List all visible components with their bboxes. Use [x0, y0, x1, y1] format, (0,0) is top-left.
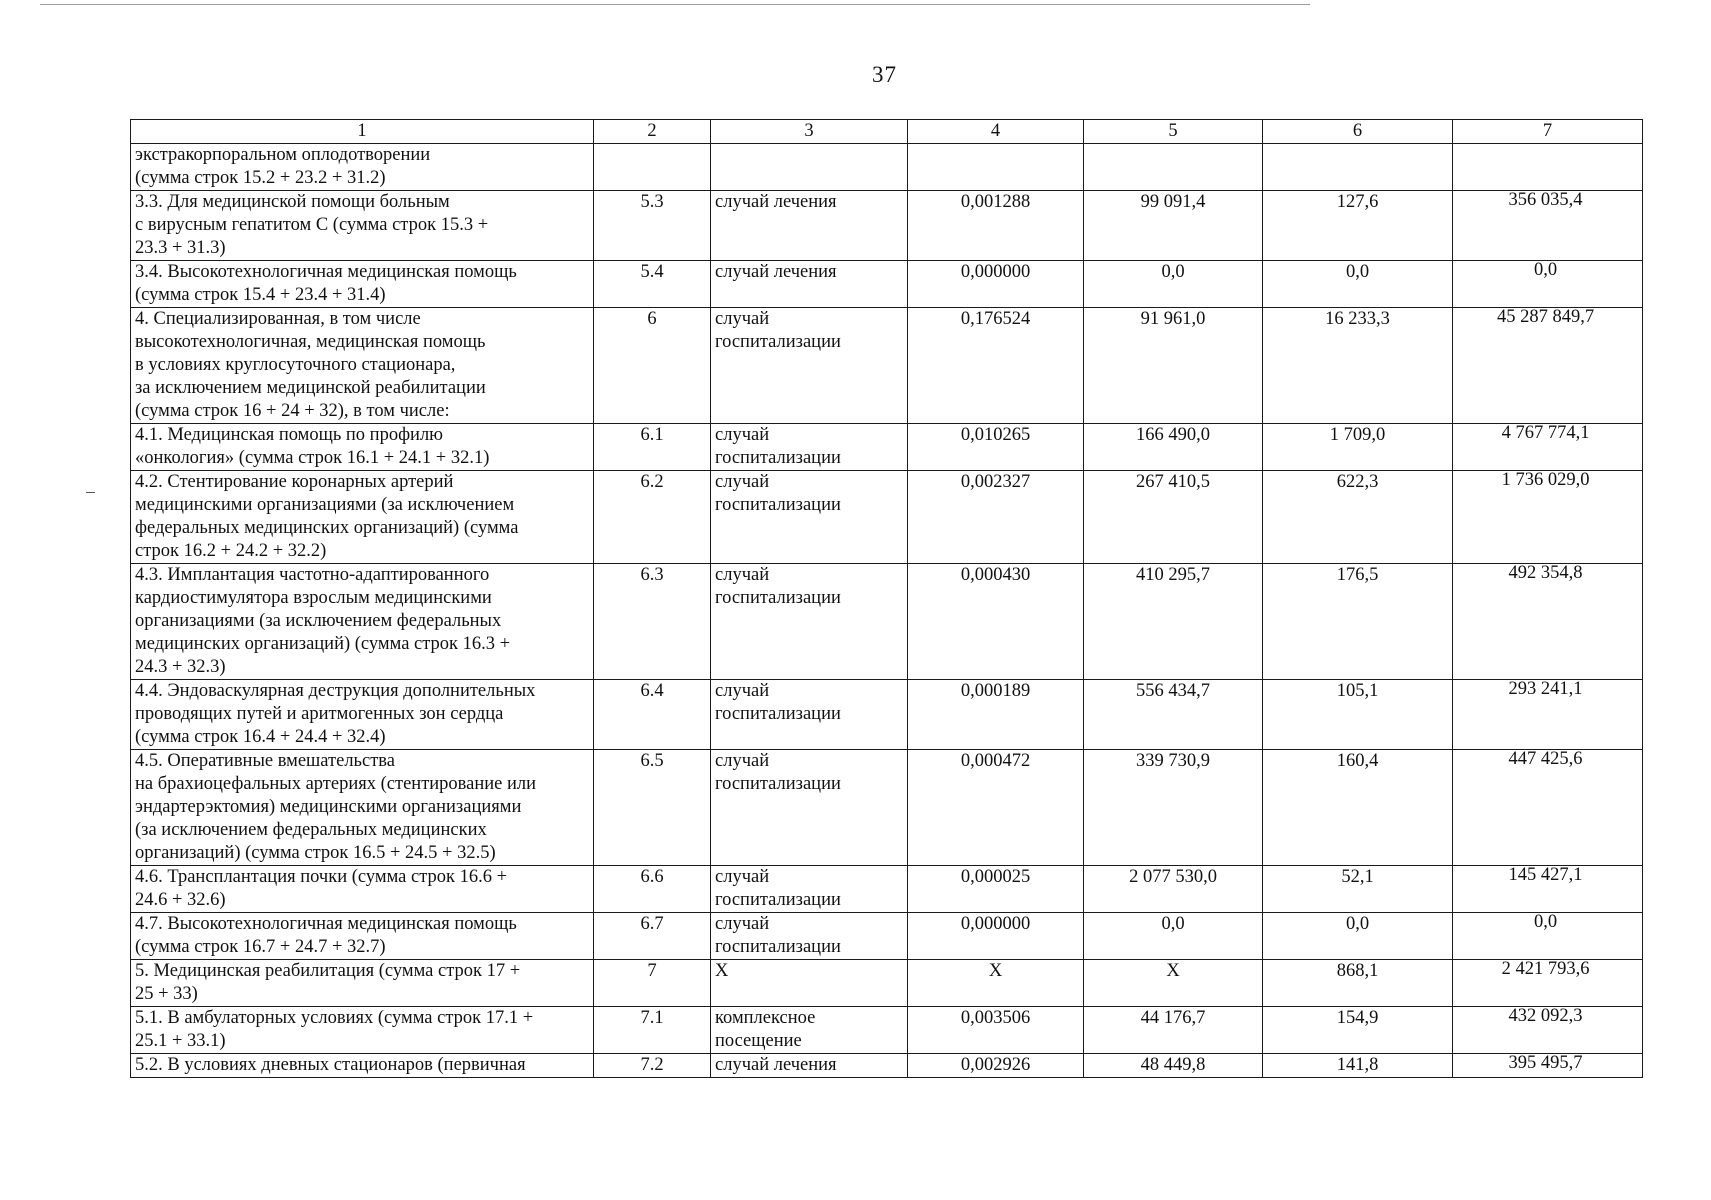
table-header-row: [131, 120, 1643, 144]
row-cost: 267 410,5: [1136, 472, 1210, 492]
row-cost-cell: [1084, 680, 1263, 750]
row-unit-cell: [711, 1007, 908, 1054]
table-row: [131, 144, 1643, 191]
row-description: 4.5. Оперативные вмешательства на брахиоцефальных артериях (стентирование или эндартерэктомия) медицинскими организациями (за исключением федеральных медицинских организаций) (сумма строк 16.5 + 24.5 + 32.5): [135, 751, 537, 863]
column-header: 1: [131, 120, 594, 144]
row-cost: 166 490,0: [1136, 425, 1210, 445]
table-row: [131, 1054, 1643, 1078]
row-norm-cell: [908, 144, 1084, 191]
row-line-number-cell: [594, 750, 711, 866]
row-line-number: 6.7: [640, 914, 664, 934]
table-row: [131, 191, 1643, 261]
row-total: 293 241,1: [1508, 679, 1583, 699]
row-description-cell: [131, 424, 594, 471]
row-norm: 0,002926: [960, 1055, 1031, 1075]
row-cost-cell: [1084, 866, 1263, 913]
row-unit: случай госпитализации: [715, 751, 841, 794]
table-row: [131, 750, 1643, 866]
row-description: 4.1. Медицинская помощь по профилю «онкология» (сумма строк 16.1 + 24.1 + 32.1): [135, 425, 490, 468]
row-unit-cell: [711, 261, 908, 308]
row-total-cell: [1453, 750, 1643, 866]
row-total-cell: [1453, 1007, 1643, 1054]
row-unit-cell: [711, 750, 908, 866]
row-unit: случай госпитализации: [715, 914, 841, 957]
row-norm: 0,000025: [960, 867, 1031, 887]
row-line-number: 6: [647, 309, 657, 329]
row-total: 0,0: [1533, 260, 1558, 280]
table-body: [131, 120, 1643, 1078]
row-per-capita: 127,6: [1336, 192, 1379, 212]
row-description: 3.4. Высокотехнологичная медицинская помощь (сумма строк 15.4 + 23.4 + 31.4): [135, 262, 517, 305]
row-description-cell: [131, 471, 594, 564]
row-line-number-cell: [594, 471, 711, 564]
row-cost-cell: [1084, 750, 1263, 866]
row-per-capita-cell: [1263, 144, 1453, 191]
row-norm-cell: [908, 191, 1084, 261]
row-per-capita: 868,1: [1336, 961, 1379, 981]
row-per-capita-cell: [1263, 750, 1453, 866]
row-cost-cell: [1084, 960, 1263, 1007]
row-line-number-cell: [594, 866, 711, 913]
row-line-number: 7.1: [640, 1008, 664, 1028]
row-per-capita-cell: [1263, 866, 1453, 913]
row-per-capita: 160,4: [1336, 751, 1379, 771]
row-unit-cell: [711, 680, 908, 750]
row-unit-cell: [711, 866, 908, 913]
row-cost: 44 176,7: [1140, 1008, 1206, 1028]
row-per-capita: 154,9: [1336, 1008, 1379, 1028]
row-per-capita: 141,8: [1336, 1055, 1379, 1075]
row-line-number: 5.4: [640, 262, 664, 282]
row-per-capita-cell: [1263, 913, 1453, 960]
table-row: [131, 564, 1643, 680]
row-line-number: 5.3: [640, 192, 664, 212]
column-header: 7: [1453, 120, 1643, 144]
row-line-number: 6.1: [640, 425, 664, 445]
row-norm-cell: [908, 913, 1084, 960]
row-unit-cell: [711, 308, 908, 424]
row-norm-cell: [908, 261, 1084, 308]
row-norm: 0,010265: [960, 425, 1031, 445]
row-norm-cell: [908, 1007, 1084, 1054]
row-description-cell: [131, 1054, 594, 1078]
row-cost-cell: [1084, 424, 1263, 471]
row-total-cell: [1453, 866, 1643, 913]
row-per-capita: 0,0: [1345, 914, 1370, 934]
row-unit-cell: [711, 564, 908, 680]
table-row: [131, 866, 1643, 913]
row-total-cell: [1453, 913, 1643, 960]
row-per-capita: 52,1: [1341, 867, 1374, 887]
row-description-cell: [131, 308, 594, 424]
row-per-capita: 622,3: [1336, 472, 1379, 492]
row-description: 3.3. Для медицинской помощи больным с вирусным гепатитом С (сумма строк 15.3 + 23.3 + 31.3): [135, 192, 489, 258]
row-total-cell: [1453, 261, 1643, 308]
row-description: 4.3. Имплантация частотно-адаптированного кардиостимулятора взрослым медицинскими организациями (за исключением федеральных медицинских организаций) (сумма строк 16.3 + 24.3 + 32.3): [135, 565, 511, 677]
row-line-number-cell: [594, 191, 711, 261]
row-per-capita-cell: [1263, 1007, 1453, 1054]
row-norm: 0,000430: [960, 565, 1031, 585]
column-header: 2: [594, 120, 711, 144]
row-norm-cell: [908, 750, 1084, 866]
row-description: 4.2. Стентирование коронарных артерий медицинскими организациями (за исключением федеральных медицинских организаций) (сумма строк 16.2 + 24.2 + 32.2): [135, 472, 519, 561]
row-per-capita-cell: [1263, 308, 1453, 424]
row-cost-cell: [1084, 144, 1263, 191]
row-description-cell: [131, 1007, 594, 1054]
table-row: [131, 960, 1643, 1007]
row-unit: случай госпитализации: [715, 472, 841, 515]
top-rule: [40, 4, 1310, 5]
row-per-capita-cell: [1263, 960, 1453, 1007]
row-unit-cell: [711, 1054, 908, 1078]
row-cost: 339 730,9: [1136, 751, 1210, 771]
row-description-cell: [131, 866, 594, 913]
row-cost: 0,0: [1161, 262, 1185, 282]
row-total: 1 736 029,0: [1501, 470, 1590, 490]
row-norm: 0,000000: [960, 914, 1031, 934]
row-cost-cell: [1084, 191, 1263, 261]
row-total-cell: [1453, 564, 1643, 680]
row-total: 145 427,1: [1508, 865, 1583, 885]
table-row: [131, 913, 1643, 960]
row-total: 492 354,8: [1508, 563, 1583, 583]
row-unit-cell: [711, 424, 908, 471]
row-description: 5.2. В условиях дневных стационаров (первичная: [135, 1055, 526, 1075]
row-unit: случай лечения: [715, 262, 837, 282]
row-total: 45 287 849,7: [1496, 307, 1595, 327]
row-line-number-cell: [594, 1007, 711, 1054]
row-per-capita-cell: [1263, 424, 1453, 471]
row-total-cell: [1453, 471, 1643, 564]
row-norm-cell: [908, 1054, 1084, 1078]
row-description-cell: [131, 913, 594, 960]
row-description-cell: [131, 960, 594, 1007]
row-line-number-cell: [594, 308, 711, 424]
row-cost: Х: [1166, 961, 1180, 981]
row-cost-cell: [1084, 471, 1263, 564]
row-total-cell: [1453, 1054, 1643, 1078]
row-description-cell: [131, 261, 594, 308]
row-norm: 0,003506: [960, 1008, 1031, 1028]
row-line-number: 7: [647, 961, 657, 981]
row-unit: Х: [715, 961, 729, 981]
row-total-cell: [1453, 191, 1643, 261]
row-norm: 0,000189: [960, 681, 1031, 701]
row-description: 4. Специализированная, в том числе высокотехнологичная, медицинская помощь в условиях круглосуточного стационара, за исключением медицинской реабилитации (сумма строк 16 + 24 + 32), в том числе:: [135, 309, 486, 421]
row-unit: случай госпитализации: [715, 867, 841, 910]
row-norm-cell: [908, 424, 1084, 471]
row-unit: случай госпитализации: [715, 565, 841, 608]
row-unit: случай лечения: [715, 192, 837, 212]
table-row: [131, 1007, 1643, 1054]
row-description: 5. Медицинская реабилитация (сумма строк 17 + 25 + 33): [135, 961, 521, 1004]
column-header: 3: [711, 120, 908, 144]
margin-mark: [86, 492, 95, 493]
row-norm-cell: [908, 564, 1084, 680]
row-cost-cell: [1084, 564, 1263, 680]
row-per-capita-cell: [1263, 564, 1453, 680]
row-total-cell: [1453, 144, 1643, 191]
row-description-cell: [131, 750, 594, 866]
row-norm: 0,000472: [960, 751, 1031, 771]
row-norm-cell: [908, 680, 1084, 750]
column-header: 6: [1263, 120, 1453, 144]
row-description-cell: [131, 564, 594, 680]
table-row: [131, 424, 1643, 471]
row-cost-cell: [1084, 913, 1263, 960]
row-unit-cell: [711, 960, 908, 1007]
row-norm-cell: [908, 308, 1084, 424]
table-row: [131, 308, 1643, 424]
row-total-cell: [1453, 424, 1643, 471]
table-row: [131, 680, 1643, 750]
row-line-number: 7.2: [640, 1055, 664, 1075]
row-line-number-cell: [594, 261, 711, 308]
row-cost-cell: [1084, 261, 1263, 308]
row-per-capita-cell: [1263, 261, 1453, 308]
row-unit: случай лечения: [715, 1055, 837, 1075]
row-total: 447 425,6: [1508, 749, 1583, 769]
row-unit: случай госпитализации: [715, 309, 841, 352]
row-description: экстракорпоральном оплодотворении (сумма строк 15.2 + 23.2 + 31.2): [135, 145, 431, 188]
row-cost: 2 077 530,0: [1129, 867, 1217, 887]
row-line-number: 6.2: [640, 472, 664, 492]
row-unit-cell: [711, 144, 908, 191]
row-per-capita: 176,5: [1336, 565, 1379, 585]
row-unit: случай госпитализации: [715, 681, 841, 724]
row-description: 4.4. Эндоваскулярная деструкция дополнительных проводящих путей и аритмогенных зон сердца (сумма строк 16.4 + 24.4 + 32.4): [135, 681, 536, 747]
row-cost: 556 434,7: [1136, 681, 1210, 701]
row-total-cell: [1453, 960, 1643, 1007]
row-norm: 0,176524: [960, 309, 1031, 329]
row-line-number-cell: [594, 1054, 711, 1078]
row-cost: 0,0: [1161, 914, 1185, 934]
row-description: 5.1. В амбулаторных условиях (сумма строк 17.1 + 25.1 + 33.1): [135, 1008, 534, 1051]
row-norm: 0,001288: [960, 192, 1031, 212]
row-norm: Х: [988, 961, 1003, 981]
row-line-number-cell: [594, 424, 711, 471]
row-description: 4.6. Трансплантация почки (сумма строк 16.6 + 24.6 + 32.6): [135, 867, 508, 910]
row-line-number: 6.3: [640, 565, 664, 585]
row-per-capita: 16 233,3: [1325, 309, 1390, 329]
row-norm: 0,000000: [960, 262, 1031, 282]
row-norm-cell: [908, 471, 1084, 564]
row-line-number-cell: [594, 913, 711, 960]
row-total: 432 092,3: [1508, 1006, 1583, 1026]
row-description: 4.7. Высокотехнологичная медицинская помощь (сумма строк 16.7 + 24.7 + 32.7): [135, 914, 517, 957]
row-line-number-cell: [594, 564, 711, 680]
row-unit-cell: [711, 471, 908, 564]
row-per-capita-cell: [1263, 1054, 1453, 1078]
row-total: 4 767 774,1: [1501, 423, 1590, 443]
row-norm-cell: [908, 960, 1084, 1007]
row-line-number: 6.5: [640, 751, 664, 771]
row-unit: комплексное посещение: [715, 1008, 816, 1051]
row-line-number: 6.6: [640, 867, 664, 887]
row-per-capita: 0,0: [1345, 262, 1370, 282]
row-per-capita-cell: [1263, 680, 1453, 750]
row-total-cell: [1453, 680, 1643, 750]
row-total-cell: [1453, 308, 1643, 424]
row-line-number-cell: [594, 960, 711, 1007]
row-cost: 91 961,0: [1140, 309, 1206, 329]
row-cost: 410 295,7: [1136, 565, 1210, 585]
row-cost-cell: [1084, 1054, 1263, 1078]
row-description-cell: [131, 680, 594, 750]
row-line-number-cell: [594, 144, 711, 191]
row-line-number-cell: [594, 680, 711, 750]
column-header: 5: [1084, 120, 1263, 144]
row-per-capita-cell: [1263, 191, 1453, 261]
row-description-cell: [131, 191, 594, 261]
row-total: 356 035,4: [1508, 190, 1583, 210]
row-per-capita: 1 709,0: [1329, 425, 1386, 445]
row-unit-cell: [711, 191, 908, 261]
row-cost: 48 449,8: [1140, 1055, 1206, 1075]
column-header: 4: [908, 120, 1084, 144]
row-per-capita: 105,1: [1336, 681, 1379, 701]
table-row: [131, 471, 1643, 564]
row-description-cell: [131, 144, 594, 191]
page-number: 37: [872, 62, 897, 87]
row-cost: 99 091,4: [1140, 192, 1206, 212]
table-row: [131, 261, 1643, 308]
row-unit: случай госпитализации: [715, 425, 841, 468]
row-total: 2 421 793,6: [1501, 959, 1590, 979]
data-table: [130, 119, 1643, 1078]
row-norm-cell: [908, 866, 1084, 913]
row-cost-cell: [1084, 308, 1263, 424]
row-unit-cell: [711, 913, 908, 960]
row-per-capita-cell: [1263, 471, 1453, 564]
row-norm: 0,002327: [960, 472, 1031, 492]
row-line-number: 6.4: [640, 681, 664, 701]
row-cost-cell: [1084, 1007, 1263, 1054]
row-total: 395 495,7: [1508, 1053, 1583, 1073]
row-total: 0,0: [1533, 912, 1558, 932]
